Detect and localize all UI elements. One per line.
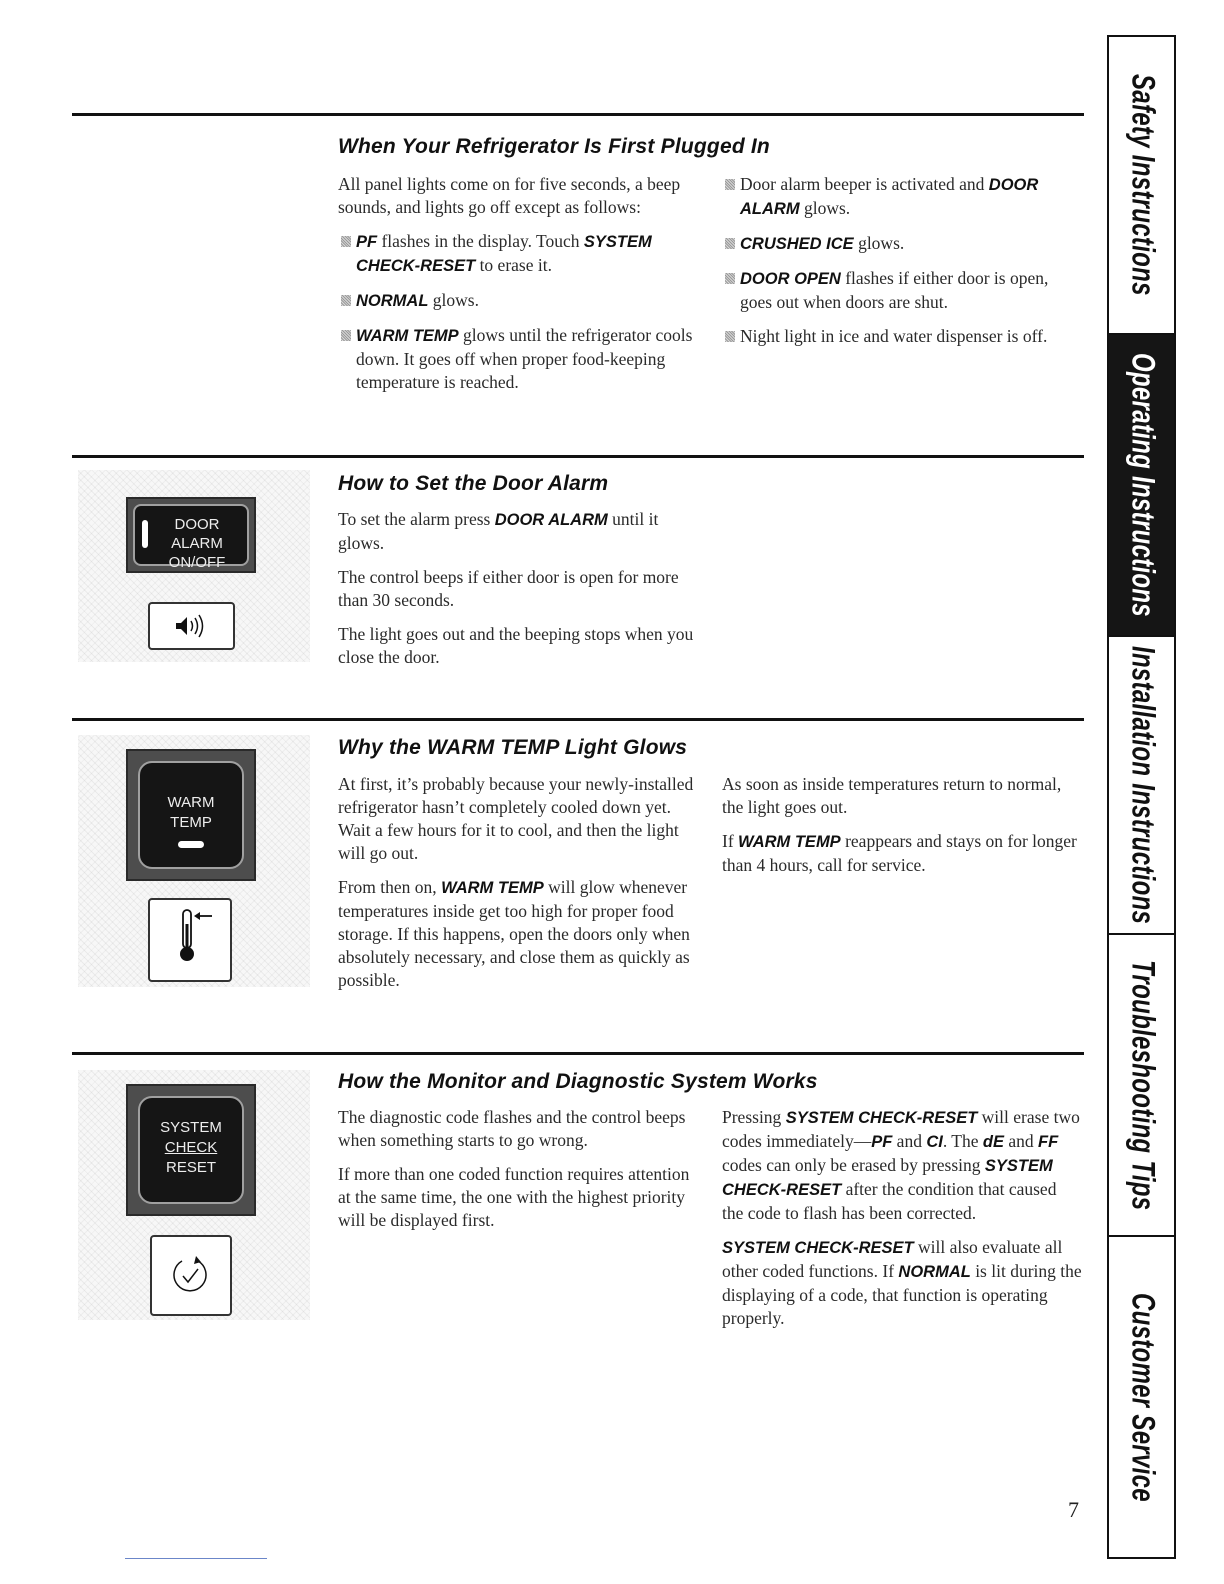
intro-paragraph: All panel lights come on for five seconds, a beep sounds, and lights go off except as follows:	[338, 174, 681, 217]
thermometer-arrow-icon	[150, 900, 230, 980]
door-alarm-text	[338, 508, 708, 680]
list-item: WARM TEMP glows until the refrigerator cools down. It goes off when proper food-keeping temperature is reached.	[338, 324, 698, 394]
paragraph: At first, it’s probably because your newly-installed refrigerator hasn’t completely cooled down yet. Wait a few hours for it to cool, and then the light will go out.	[338, 774, 694, 863]
paragraph: SYSTEM CHECK-RESET will also evaluate all other coded functions. If NORMAL is lit during the displaying of a code, that function is operating properly.	[722, 1237, 1082, 1328]
paragraph: The control beeps if either door is open for more than 30 seconds.	[338, 567, 679, 610]
section-title-first-plugged-in: When Your Refrigerator Is First Plugged In	[338, 135, 770, 158]
warm-temp-label-line1: WARM	[167, 794, 215, 811]
list-item: PF flashes in the display. Touch SYSTEM CHECK-RESET to erase it.	[338, 230, 698, 278]
paragraph: As soon as inside temperatures return to normal, the light goes out.	[722, 774, 1062, 817]
paragraph: Pressing SYSTEM CHECK-RESET will erase two codes immediately—PF and CI. The dE and FF codes can only be erased by pressing SYSTEM CHECK-RESET after the condition that caused the code to flash has been corrected.	[722, 1107, 1080, 1223]
section-title-diagnostic-system: How the Monitor and Diagnostic System Works	[338, 1070, 818, 1093]
section-title-door-alarm: How to Set the Door Alarm	[338, 472, 609, 495]
paragraph: If WARM TEMP reappears and stays on for longer than 4 hours, call for service.	[722, 831, 1077, 875]
door-alarm-label-line1: DOOR ALARM	[171, 516, 223, 552]
warm-temp-panel	[126, 749, 256, 881]
section-divider	[72, 1052, 1084, 1055]
warm-temp-right-column	[722, 773, 1077, 888]
section-title-warm-temp: Why the WARM TEMP Light Glows	[338, 736, 688, 759]
thermometer-icon	[148, 898, 232, 982]
tab-installation-instructions[interactable]: Installation Instructions	[1109, 637, 1174, 935]
system-label: SYSTEM	[160, 1119, 222, 1136]
warm-temp-label-line2: TEMP	[170, 814, 212, 831]
section-tabs	[1107, 35, 1176, 1559]
door-alarm-button[interactable]	[133, 504, 249, 571]
system-check-panel	[126, 1084, 256, 1216]
speaker-sound-icon	[150, 604, 233, 648]
indicator-light-icon	[142, 520, 148, 548]
door-alarm-panel	[126, 497, 256, 573]
list-item: Night light in ice and water dispenser is off.	[722, 325, 1082, 348]
list-item: DOOR OPEN flashes if either door is open, goes out when doors are shut.	[722, 267, 1082, 314]
diagnostic-left-column	[338, 1106, 703, 1243]
list-item: Door alarm beeper is activated and DOOR ALARM glows.	[722, 173, 1082, 221]
reset-label: RESET	[165, 1159, 216, 1176]
list-item: CRUSHED ICE glows.	[722, 232, 1082, 256]
paragraph: From then on, WARM TEMP will glow whenever temperatures inside get too high for proper food storage. If this happens, open the doors only when absolutely necessary, and close them as quickly as possible.	[338, 877, 690, 990]
paragraph: The diagnostic code flashes and the control beeps when something starts to go wrong.	[338, 1107, 686, 1150]
section-divider	[72, 718, 1084, 721]
paragraph: The light goes out and the beeping stops when you close the door.	[338, 624, 694, 667]
door-alarm-label-line2: ON/OFF	[168, 554, 226, 571]
list-item: NORMAL glows.	[338, 289, 698, 313]
tab-troubleshooting-tips[interactable]: Troubleshooting Tips	[1109, 935, 1174, 1237]
page-number: 7	[1068, 1497, 1079, 1522]
speaker-icon	[148, 602, 235, 650]
warm-temp-left-column	[338, 773, 703, 1003]
first-plugged-in-left-column	[338, 173, 698, 405]
system-check-illustration	[78, 1070, 310, 1320]
section-divider	[72, 455, 1084, 458]
tab-operating-instructions[interactable]: Operating Instructions	[1109, 335, 1174, 637]
warm-temp-indicator	[138, 761, 244, 869]
footer-line	[125, 1558, 267, 1559]
paragraph: To set the alarm press DOOR ALARM until it glows.	[338, 509, 659, 553]
diagnostic-right-column	[722, 1106, 1082, 1341]
indicator-light-icon	[178, 841, 204, 848]
tab-customer-service[interactable]: Customer Service	[1123, 1292, 1161, 1502]
warm-temp-illustration	[78, 735, 310, 987]
section-divider	[72, 113, 1084, 116]
system-check-reset-button[interactable]	[138, 1096, 244, 1204]
tab-safety-instructions[interactable]: Safety Instructions	[1109, 37, 1174, 335]
first-plugged-in-right-column	[722, 173, 1082, 359]
door-alarm-illustration	[78, 470, 310, 662]
paragraph: If more than one coded function requires attention at the same time, the one with the highest priority will be displayed first.	[338, 1164, 690, 1230]
check-label: CHECK	[164, 1139, 218, 1156]
check-reset-icon-box	[150, 1235, 232, 1316]
circular-check-icon	[152, 1237, 230, 1314]
